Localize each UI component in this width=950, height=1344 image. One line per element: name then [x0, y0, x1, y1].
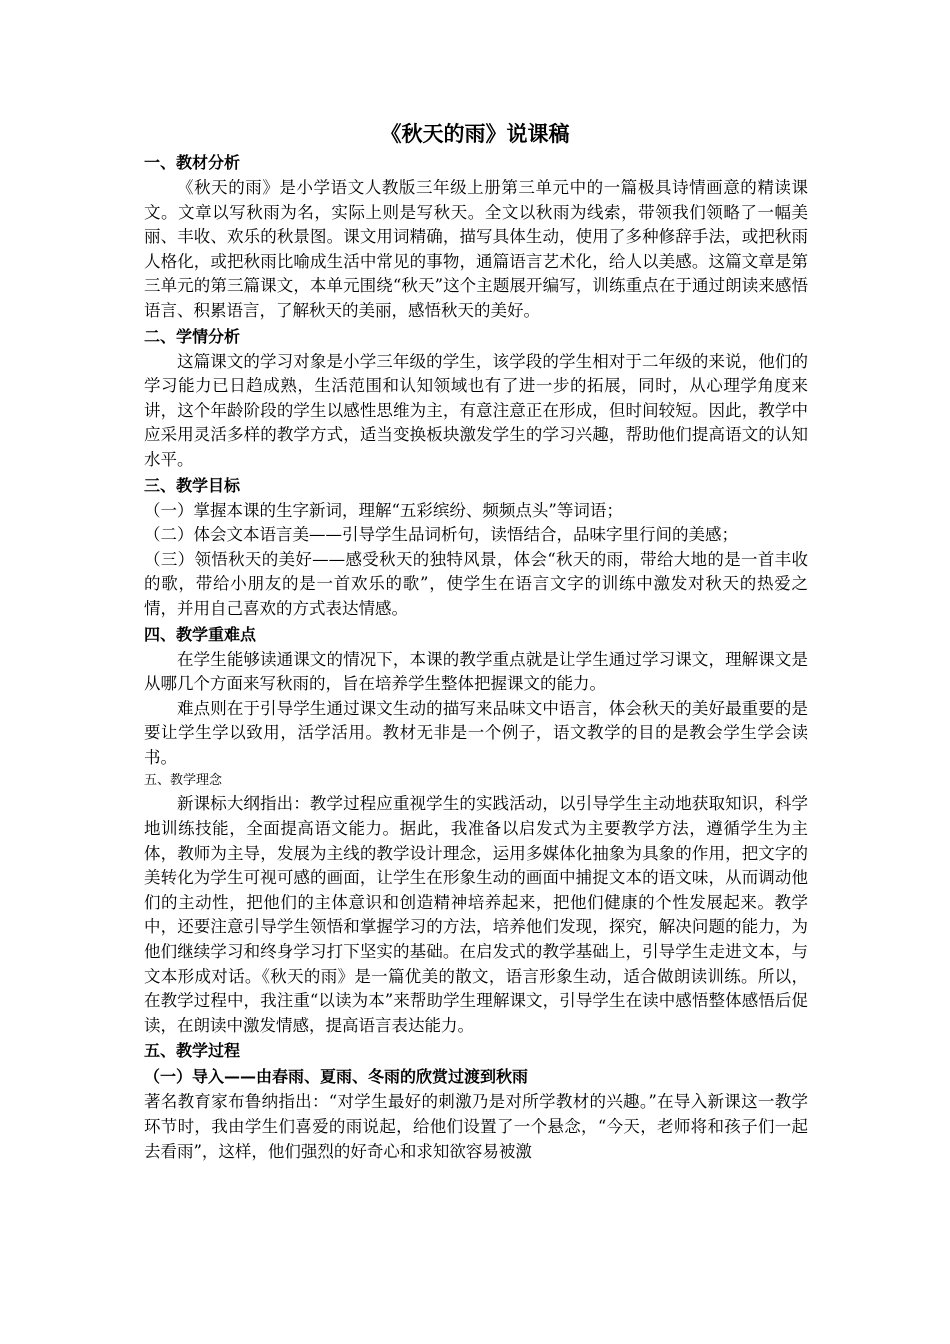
section-heading: 四、教学重难点	[144, 624, 257, 644]
document-title: 《秋天的雨》说课稿	[380, 122, 570, 146]
paragraph: 新课标大纲指出：教学过程应重视学生的实践活动，以引导学生主动地获取知识，科学地训练技能，全面提高语文能力。据此，我准备以启发式为主要教学方法，遵循学生为主体，教师为主导，发展为主线的教学设计理念，运用多媒体化抽象为具象的作用，把文字的美转化为学生可视可感的画面，让学生在形象生动的画面中捕捉文本的语文味，从而调动他们的主动性，把他们的主体意识和创造精神培养起来，把他们健康的个性发展起来。教学中，还要注意引导学生领悟和掌握学习的方法，培养他们发现，探究，解决问题的能力，为他们继续学习和终身学习打下坚实的基础。在启发式的教学基础上，引导学生走进文本，与文本形成对话。《秋天的雨》是一篇优美的散文，语言形象生动，适合做朗读训练。所以，在教学过程中，我注重“以读为本”来帮助学生理解课文，引导学生在读中感悟整体感悟后促读，在朗读中激发情感，提高语言表达能力。	[144, 794, 808, 1035]
section-teaching-philosophy	[144, 770, 808, 1038]
section-teaching-process	[144, 1038, 808, 1164]
paragraph: 著名教育家布鲁纳指出：“对学生最好的刺激乃是对所学教材的兴趣。”在导入新课这一教学环节时，我由学生们喜爱的雨说起，给他们设置了一个悬念，“今天，老师将和孩子们一起去看雨”，这样，他们强烈的好奇心和求知欲容易被激	[144, 1092, 808, 1161]
document-body	[144, 150, 808, 1164]
section-textbook-analysis	[144, 150, 808, 324]
subsection-heading: （一）导入——由春雨、夏雨、冬雨的欣赏过渡到秋雨	[144, 1067, 529, 1087]
paragraph: 难点则在于引导学生通过课文生动的描写来品味文中语言，体会秋天的美好最重要的是要让学生学以致用，活学活用。教材无非是一个例子，语文教学的目的是教会学生学会读书。	[144, 698, 808, 767]
goal-item: （一）掌握本课的生字新词，理解“五彩缤纷、频频点头”等词语；	[144, 500, 623, 520]
goal-item: （二）体会文本语言美——引导学生品词析句，读悟结合，品味字里行间的美感；	[144, 525, 738, 545]
section-key-difficulties	[144, 622, 808, 771]
paragraph: 这篇课文的学习对象是小学三年级的学生，该学段的学生相对于二年级的来说，他们的学习能力已日趋成熟，生活范围和认知领域也有了进一步的拓展，同时，从心理学角度来讲，这个年龄阶段的学生以感性思维为主，有意注意正在形成，但时间较短。因此，教学中应采用灵活多样的教学方式，适当变换板块激发学生的学习兴趣，帮助他们提高语文的认知水平。	[144, 351, 808, 469]
goal-item: （三）领悟秋天的美好——感受秋天的独特风景，体会“秋天的雨，带给大地的是一首丰收的歌，带给小朋友的是一首欢乐的歌”，使学生在语言文字的训练中激发对秋天的热爱之情，并用自己喜欢的方式表达情感。	[144, 549, 808, 618]
section-heading: 三、教学目标	[144, 475, 241, 495]
section-student-analysis	[144, 324, 808, 473]
section-heading: 五、教学理念	[144, 773, 223, 789]
section-heading: 二、学情分析	[144, 326, 241, 346]
paragraph: 在学生能够读通课文的情况下，本课的教学重点就是让学生通过学习课文，理解课文是从哪几个方面来写秋雨的，旨在培养学生整体把握课文的能力。	[144, 649, 808, 694]
section-heading: 五、教学过程	[144, 1041, 241, 1061]
section-heading: 一、教材分析	[144, 153, 241, 172]
paragraph: 《秋天的雨》是小学语文人教版三年级上册第三单元中的一篇极具诗情画意的精读课文。文章以写秋雨为名，实际上则是写秋天。全文以秋雨为线索，带领我们领略了一幅美丽、丰收、欢乐的秋景图。课文用词精确，描写具体生动，使用了多种修辞手法，或把秋雨人格化，或把秋雨比喻成生活中常见的事物，通篇语言艺术化，给人以美感。这篇文章是第三单元的第三篇课文，本单元围绕“秋天”这个主题展开编写，训练重点在于通过朗读来感悟语言、积累语言，了解秋天的美丽，感悟秋天的美好。	[144, 178, 808, 320]
section-teaching-goals	[144, 473, 808, 622]
